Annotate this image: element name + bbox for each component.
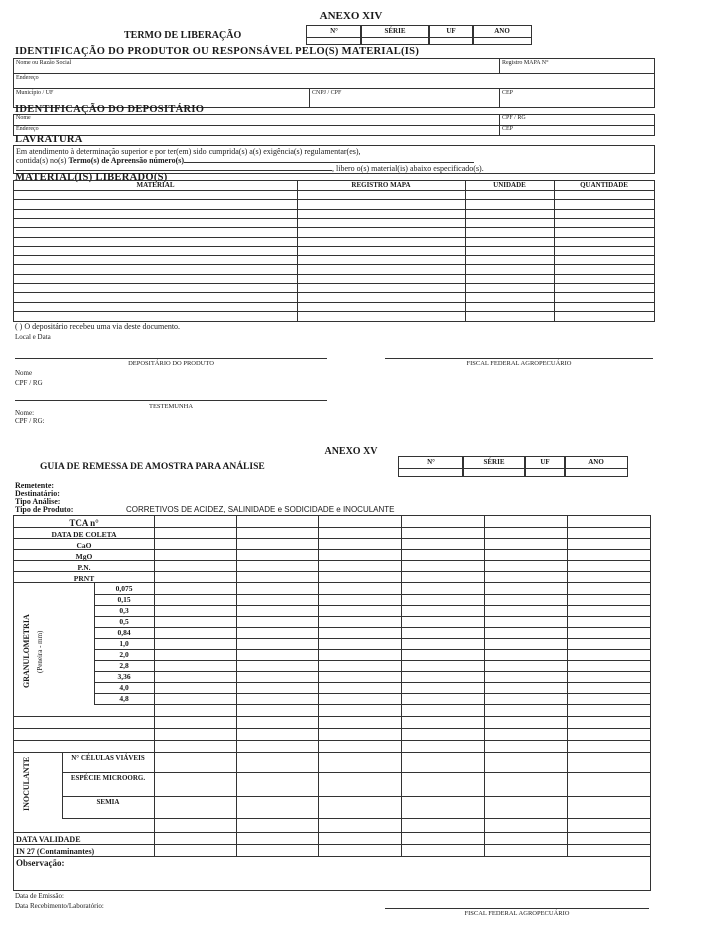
grid-row-line (14, 752, 650, 753)
nome2-label: Nome: (15, 409, 35, 417)
remetente-label: Remetente: (15, 481, 55, 490)
produtor-municipio-label: Município / UF (16, 90, 54, 96)
termo-liberacao-title: TERMO DE LIBERAÇÃO (124, 30, 242, 41)
peneira-6: 2,0 (119, 650, 129, 659)
row-especie-microorg: ESPÉCIE MICROORG. (70, 774, 146, 782)
anexo-xv-header-cells (398, 456, 628, 478)
grid-row-line (94, 660, 650, 661)
granulometria-sub: (Peneira - mm) (36, 630, 44, 673)
produtor-cep-label: CEP (502, 90, 514, 96)
depositario-cep-label: CEP (502, 126, 514, 132)
row-mgo: MgO (75, 552, 93, 561)
col-registro-mapa: REGISTRO MAPA (351, 181, 411, 189)
produtor-section-title: IDENTIFICAÇÃO DO PRODUTOR OU RESPONSÁVEL PELO(S) MATERIAL(IS) (15, 46, 420, 57)
materiais-row-line (14, 218, 654, 219)
inoculante-label: INOCULANTE (22, 756, 31, 812)
grid-row-line (62, 796, 650, 797)
anexo-xiv-header-cells (306, 25, 532, 45)
grid-row-line (94, 649, 650, 650)
row-cao: CaO (76, 541, 92, 550)
grid-row-line (94, 693, 650, 694)
anexo-xiv-title: ANEXO XIV (319, 10, 383, 22)
materiais-section-title: MATERIAL(IS) LIBERADO(S) (15, 172, 168, 183)
data-emissao-label: Data de Emissão: (15, 892, 64, 900)
row-prnt: PRNT (73, 574, 95, 583)
cpf-rg2-label: CPF / RG: (15, 417, 45, 425)
produtor-cnpj-label: CNPJ / CPF (312, 90, 342, 96)
header-cell-uf: UF (428, 25, 474, 38)
produtor-nome-label: Nome ou Razão Social (16, 60, 72, 66)
tipo-analise-label: Tipo Análise: (15, 497, 61, 506)
peneira-7: 2,8 (119, 661, 129, 670)
peneira-10: 4,8 (119, 694, 129, 703)
materiais-row-line (14, 274, 654, 275)
materiais-row-line (14, 302, 654, 303)
sig-depositario: DEPOSITÁRIO DO PRODUTO (128, 360, 214, 367)
cpf-rg-label: CPF / RG (15, 379, 43, 387)
materiais-row-line (14, 237, 654, 238)
produtor-endereco-label: Endereço (16, 75, 39, 81)
col-quantidade: QUANTIDADE (580, 181, 628, 189)
row-celulas-viaveis: N° CÉLULAS VIÁVEIS (71, 754, 145, 762)
copy-note: ( ) O depositário recebeu uma via deste documento. (15, 322, 181, 331)
peneira-3: 0,5 (119, 617, 129, 626)
peneira-1: 0,15 (117, 595, 131, 604)
materiais-row-line (14, 283, 654, 284)
grid-col-line (401, 516, 402, 856)
col-unidade: UNIDADE (493, 181, 526, 189)
tipo-produto-value: CORRETIVOS DE ACIDEZ, SALINIDADE e SODICIDADE e INOCULANTE (126, 505, 395, 514)
depositario-box (13, 114, 655, 136)
guia-remessa-title: GUIA DE REMESSA DE AMOSTRA PARA ANÁLISE (40, 462, 265, 472)
lavratura-line3: , libero o(s) material(is) abaixo especificado(s). (16, 164, 484, 173)
header-cell-uf-xv: UF (524, 456, 566, 469)
peneira-8: 3,36 (117, 672, 131, 681)
materiais-row-line (14, 190, 654, 191)
grid-col-line (318, 516, 319, 856)
lavratura-line2: contida(s) no(s) Termo(s) de Apreensão número(s) (16, 156, 474, 165)
grid-row-line (94, 638, 650, 639)
depositario-cpf-label: CPF / RG (502, 115, 526, 121)
tipo-produto-label: Tipo de Produto: (15, 505, 74, 514)
materiais-row-line (14, 246, 654, 247)
depositario-nome-label: Nome (16, 115, 31, 121)
header-cell-numero-xv: N° (398, 456, 464, 469)
granulometria-label: GRANULOMETRIA (22, 614, 31, 688)
produtor-box (13, 58, 655, 108)
local-data-label: Local e Data (15, 333, 51, 341)
grid-row-line (94, 605, 650, 606)
lavratura-section-title: LAVRATURA (15, 134, 83, 145)
grid-col-line (567, 516, 568, 856)
header-cell-ano-xv: ANO (564, 456, 628, 469)
peneira-2: 0,3 (119, 606, 129, 615)
row-semia: SEMIA (96, 798, 120, 806)
grid-row-line (94, 627, 650, 628)
grid-row-line (14, 740, 650, 741)
destinatario-label: Destinatário: (15, 489, 60, 498)
grid-row-line (14, 832, 650, 833)
grid-row-line (62, 818, 650, 819)
data-recebimento-label: Data Recebimento/Laboratório: (15, 902, 104, 910)
materiais-table (13, 180, 655, 322)
materiais-row-line (14, 255, 654, 256)
sig-fiscal-xv: FISCAL FEDERAL AGROPECUÁRIO (464, 910, 570, 917)
row-data-validade: DATA VALIDADE (16, 835, 81, 844)
observacao-label: Observação: (16, 858, 65, 868)
row-in27: IN 27 (Contaminantes) (16, 847, 95, 856)
materiais-row-line (14, 199, 654, 200)
lavratura-box (13, 145, 655, 174)
row-pn: P.N. (77, 563, 91, 572)
anexo-xv-title: ANEXO XV (324, 446, 378, 457)
grid-row-line (14, 844, 650, 845)
materiais-row-line (14, 227, 654, 228)
sig-testemunha: TESTEMUNHA (148, 403, 194, 410)
grid-col-line (154, 516, 155, 856)
peneira-9: 4,0 (119, 683, 129, 692)
grid-row-line (94, 671, 650, 672)
peneira-4: 0,84 (117, 628, 131, 637)
header-cell-numero: N° (306, 25, 362, 38)
produtor-registro-label: Registro MAPA N° (502, 60, 549, 66)
amostra-table (13, 515, 651, 891)
materiais-row-line (14, 209, 654, 210)
depositario-section-title: IDENTIFICAÇÃO DO DEPOSITÁRIO (15, 104, 205, 115)
materiais-row-line (14, 264, 654, 265)
header-cell-ano: ANO (472, 25, 532, 38)
grid-row-line (14, 716, 650, 717)
grid-row-line (94, 594, 650, 595)
grid-row-line (62, 772, 650, 773)
depositario-endereco-label: Endereço (16, 126, 39, 132)
grid-row-line (14, 856, 650, 857)
sig-fiscal-xiv: FISCAL FEDERAL AGROPECUÁRIO (466, 360, 572, 367)
nome-label: Nome (15, 369, 33, 377)
grid-row-line (94, 704, 650, 705)
lavratura-line1: Em atendimento à determinação superior e por ter(em) sido cumprida(s) a(s) exigência(s) regulamentar(es), (16, 147, 361, 156)
header-cell-serie-xv: SÉRIE (462, 456, 526, 469)
grid-col-line (236, 516, 237, 856)
col-material: MATERIAL (136, 181, 175, 189)
materiais-row-line (14, 311, 654, 312)
peneira-5: 1,0 (119, 639, 129, 648)
row-data-coleta: DATA DE COLETA (51, 530, 117, 539)
grid-row-line (94, 616, 650, 617)
peneira-0: 0,075 (115, 584, 133, 593)
header-cell-serie: SÉRIE (360, 25, 430, 38)
grid-col-line (484, 516, 485, 856)
materiais-row-line (14, 292, 654, 293)
grid-row-line (94, 682, 650, 683)
row-tca: TCA n° (69, 518, 99, 528)
grid-row-line (14, 728, 650, 729)
